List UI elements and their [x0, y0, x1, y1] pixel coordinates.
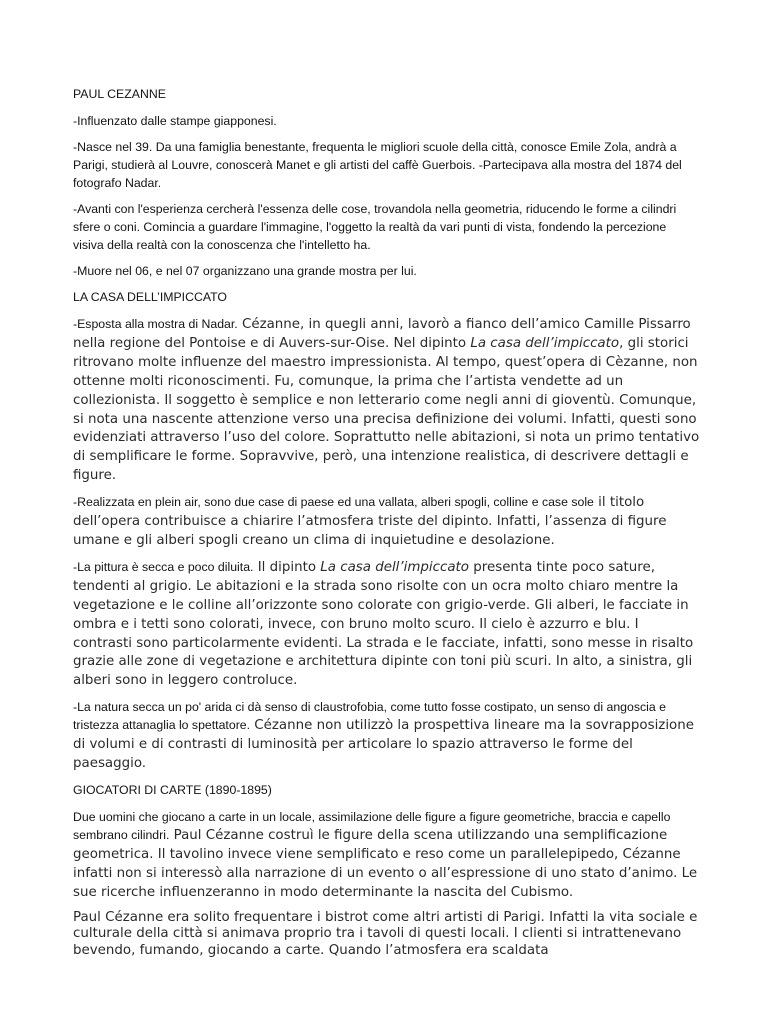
body-text: Paul Cézanne costruì le figure della scena utilizzando una semplificazione geometrica. Il tavolino invece viene semplificato e reso come un parallelepipedo, Cézanne infatti non si interessò alla narrazione di un evento o all’espressione di uno stato d’animo. Le sue ricerche influenzeranno in modo determinante la nascita del [73, 827, 698, 900]
paragraph-casa-plein-air [73, 493, 700, 550]
paragraph-giocatori-description [73, 808, 700, 902]
note-text: -Realizzata en plein air, sono due case di paese ed una vallata, alberi spogli, colline e case sole [73, 495, 594, 510]
note-text: -La natura secca un po' arida ci dà senso di claustrofobia, come tutto fosse costipato, un senso di angoscia e tristezza attanaglia lo spettatore. [73, 700, 666, 733]
cubismo-link[interactable]: Cubismo [510, 884, 569, 900]
body-text: Cézanne non utilizzò la prospettiva lineare ma la sovrapposizione di volumi e di contrasti di luminosità per articolare lo spazio attraverso le forme del paesaggio. [73, 718, 694, 772]
heading-paul-cezanne: PAUL CEZANNE [73, 87, 166, 101]
body-text: . [568, 884, 574, 900]
note-text: Due uomini che giocano a carte in un locale, assimilazione delle figure a figure geometriche, braccia e capello sembrano cilindri. [73, 809, 671, 842]
paragraph-casa-nadar [73, 315, 700, 485]
body-text: Cézanne, in quegli anni, lavorò a fianco dell’amico Camille Pissarro nella regione del Pontoise e di Auvers-sur-Oise. Nel dipinto [73, 317, 691, 351]
paragraph-geometry: -Avanti con l'esperienza cercherà l'essenza delle cose, trovandola nella geometria, riducendo le forme a cilindri sfere o coni. Comincia a guardare l'immagine, l'oggetto la realtà da vari punti di vista, fondendo la percezione visiva della realtà con la conoscenza che l'intelletto ha. [73, 202, 677, 252]
body-text: presenta tinte poco sature, tendenti al grigio. Le abitazioni e la strada sono risolte con un ocra molto chiaro mentre la vegetazione e le colline all’orizzonte sono colorate con grigio-verde. Gli alberi, le facciate in ombra e i tetti sono colorati, invece, con bruno molto scuro. Il cielo è azzurro e blu. I contrasti sono particolarmente evidenti. La strada e le facciate, infatti, sono messe in risalto grazie alle zone di vegetazione e architettura dipinte con toni più scuri. In alto, a sinistra, gli alberi sono in leggero controluce. [73, 559, 694, 689]
paragraph-biography: -Nasce nel 39. Da una famiglia benestante, frequenta le migliori scuole della città, conosce Emile Zola, andrà a Parigi, studierà al Louvre, conoscerà Manet e gli artisti del caffè Guerbois. -Partecipava alla mostra del 1874 del fotografo Nadar. [73, 140, 682, 190]
heading-giocatori-di-carte: GIOCATORI DI CARTE (1890-1895) [73, 782, 272, 797]
paragraph-death: -Muore nel 06, e nel 07 organizzano una grande mostra per lui. [73, 264, 417, 278]
paragraph-casa-natura [73, 698, 700, 773]
note-text: -Esposta alla mostra di Nadar. [73, 317, 238, 331]
note-text: -La pittura è secca e poco diluita. [73, 559, 254, 574]
paragraph-giocatori-bistrot: Paul Cézanne era solito frequentare i bistrot come altri artisti di Parigi. Infatti la vita sociale e culturale della città si animava proprio tra i tavoli di questi locali. I clienti si intrattenevano bevendo, fumando, giocando a carte. Quando l’atmosfera era scaldata [73, 909, 698, 959]
artwork-title: La casa dell’impiccato [320, 559, 470, 575]
paragraph-influences: -Influenzato dalle stampe giapponesi. [73, 114, 277, 128]
body-text: il titolo dell’opera contribuisce a chiarire l’atmosfera triste del dipinto. Infatti, l’assenza di figure umane e gli alberi spogli creano un clima di inquietudine e desolazione. [73, 495, 667, 548]
body-text: , gli storici ritrovano molte influenze del maestro impressionista. Al tempo, quest’opera di Cèzanne, non ottenne molti riconoscimenti. Fu, comunque, la prima che l’artista vendette ad un collezionista. Il soggetto è semplice e non letterario come negli anni di gioventù. Comunque, si nota una nascente attenzione verso una precisa definizione dei volumi. Infatti, questi sono evidenziati attraverso l’uso del colore. Soprattutto nelle abitazioni, si nota un primo tentativo di semplificare le forme. Sopravvive, però, una intenzione realistica, di descrivere dettagli e figure. [73, 335, 700, 484]
heading-casa-impiccato: LA CASA DELL’IMPICCATO [73, 290, 227, 304]
body-text: Il dipinto [253, 559, 321, 575]
paragraph-casa-pittura [73, 558, 700, 690]
artwork-title: La casa dell’impiccato [470, 335, 620, 351]
